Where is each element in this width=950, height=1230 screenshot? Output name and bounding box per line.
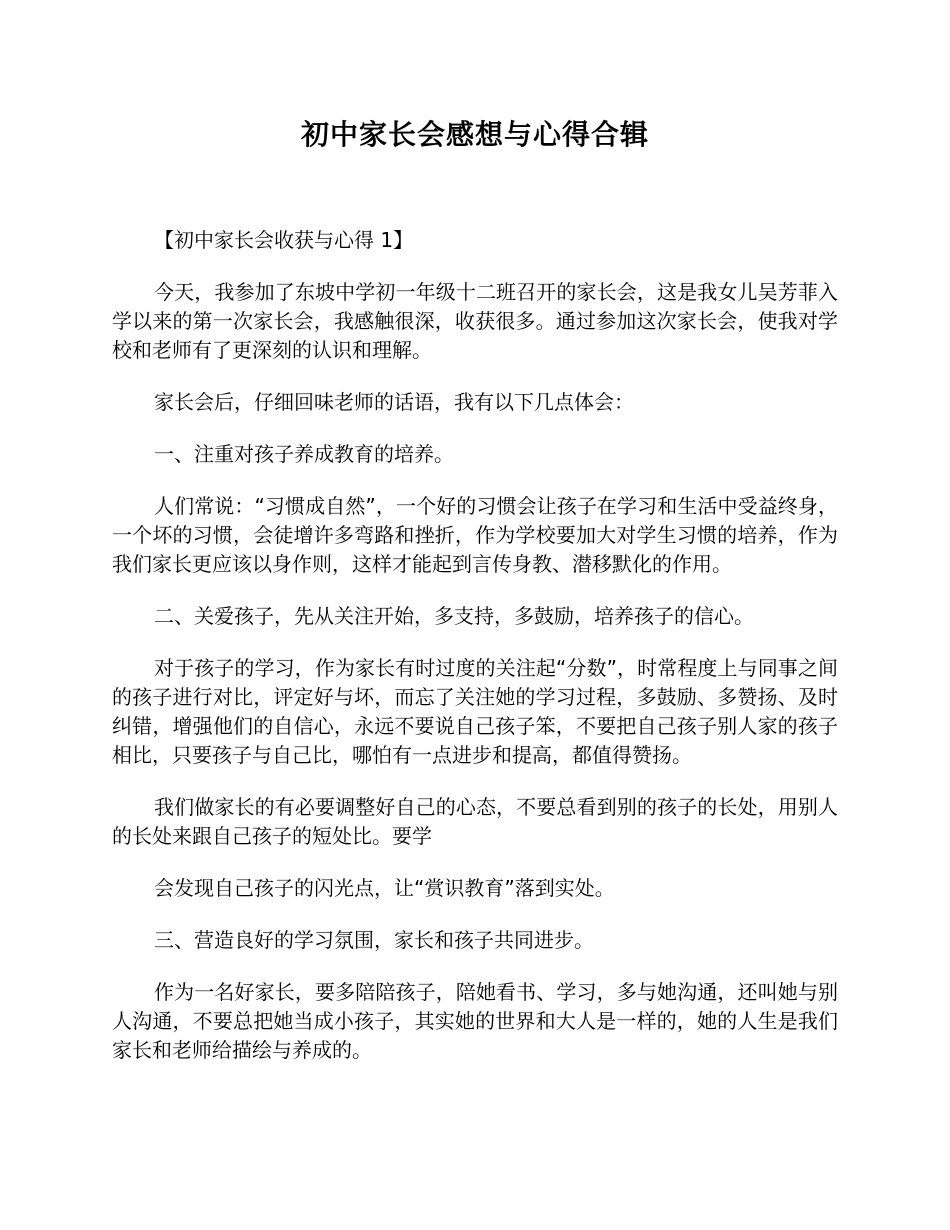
body-paragraph: 会发现自己孩子的闪光点，让“赏识教育”落到实处。: [154, 876, 615, 900]
body-paragraph: 作为一名好家长，要多陪陪孩子，陪她看书、学习，多与她沟通，还叫她与别人沟通，不要总把她当成小孩子，其实她的世界和大人是一样的，她的人生是我们家长和老师给描绘与养成的。: [112, 980, 838, 1062]
body-paragraph: 人们常说：“习惯成自然”，一个好的习惯会让孩子在学习和生活中受益终身，一个坏的习惯，会徒增许多弯路和挫折，作为学校要加大对学生习惯的培养，作为我们家长更应该以身作则，这样才能起到言传身教、潜移默化的作用。: [112, 494, 838, 576]
point-heading: 二、关爱孩子，先从关注开始，多支持，多鼓励，培养孩子的信心。: [154, 604, 754, 628]
point-heading: 三、营造良好的学习氛围，家长和孩子共同进步。: [154, 928, 594, 952]
body-paragraph: 我们做家长的有必要调整好自己的心态，不要总看到别的孩子的长处，用别人的长处来跟自己孩子的短处比。要学: [112, 795, 838, 848]
section-heading: 【初中家长会收获与心得 1】: [154, 228, 414, 252]
point-heading: 一、注重对孩子养成教育的培养。: [154, 442, 454, 466]
body-paragraph: 今天，我参加了东坡中学初一年级十二班召开的家长会，这是我女儿吴芳菲入学以来的第一次家长会，我感触很深，收获很多。通过参加这次家长会，使我对学校和老师有了更深刻的认识和理解。: [112, 280, 838, 362]
document-body: [112, 226, 838, 1065]
body-paragraph: 对于孩子的学习，作为家长有时过度的关注起“分数”，时常程度上与同事之间的孩子进行对比，评定好与坏，而忘了关注她的学习过程，多鼓励、多赞扬、及时纠错，增强他们的自信心，永远不要说自己孩子笨，不要把自己孩子别人家的孩子相比，只要孩子与自己比，哪怕有一点进步和提高，都值得赞扬。: [112, 656, 838, 767]
body-paragraph: 家长会后，仔细回味老师的话语，我有以下几点体会：: [154, 390, 634, 414]
document-title: 初中家长会感想与心得合辑: [300, 118, 649, 151]
